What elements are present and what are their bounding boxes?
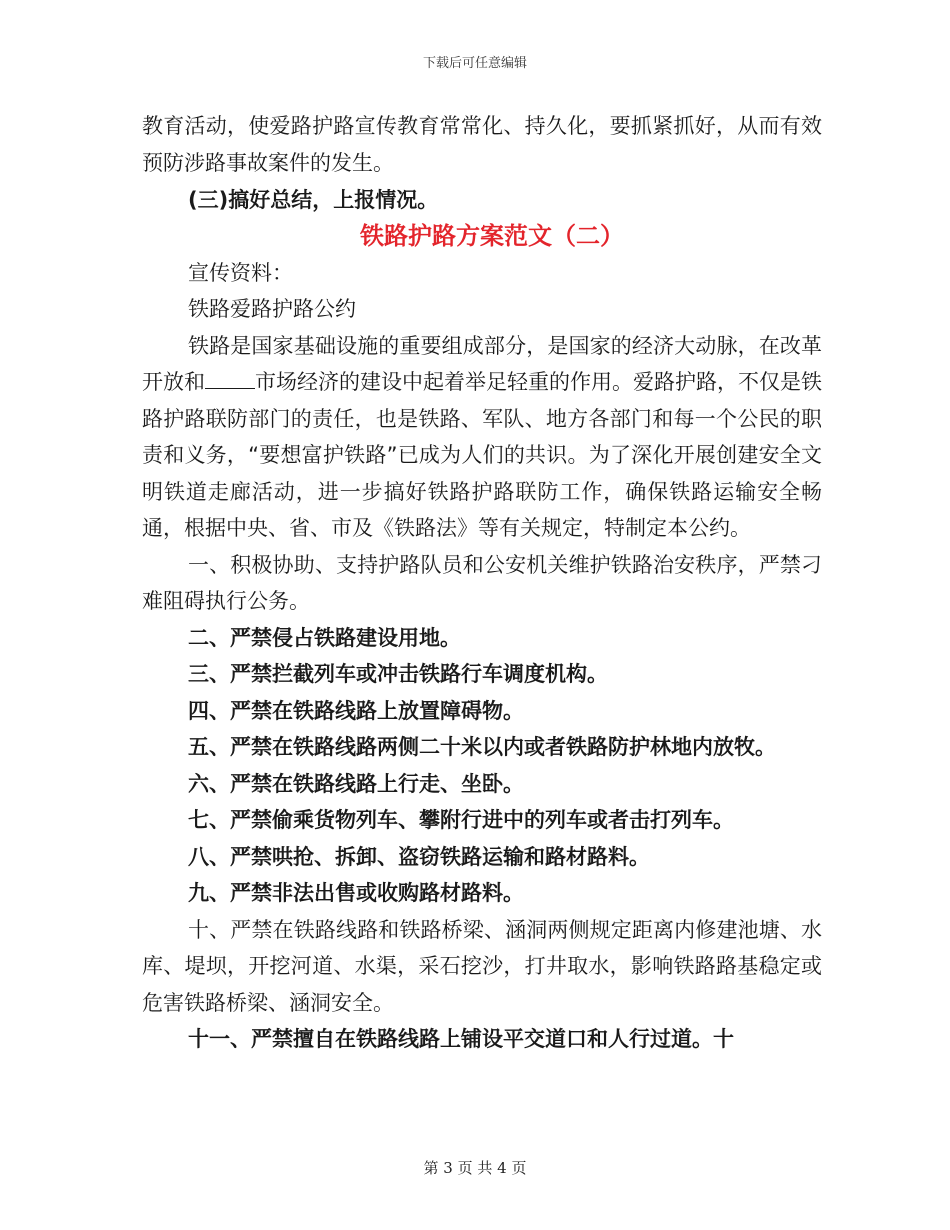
- label-convention-title: 铁路爱路护路公约: [188, 297, 356, 321]
- blank-underline: [205, 368, 255, 389]
- convention-item-2: 二、严禁侵占铁路建设用地。: [188, 625, 461, 650]
- paragraph-preamble: [142, 328, 822, 547]
- preamble-part-a: 铁路是国家基础设施的重要组成部分，是国家的经济大动脉，在改革开放和: [142, 333, 822, 394]
- document-body: [142, 108, 822, 1058]
- convention-item-8: 八、严禁哄抢、拆卸、盗窃铁路运输和路材路料。: [188, 844, 650, 869]
- paragraph-continuation: 教育活动，使爱路护路宣传教育常常化、持久化，要抓紧抓好，从而有效预防涉路事故案件的发生。: [142, 114, 822, 175]
- convention-item-7: 七、严禁偷乘货物列车、攀附行进中的列车或者击打列车。: [188, 808, 734, 832]
- preamble-part-b: 市场经济的建设中起着举足轻重的作用。爱路护路，不仅是铁路护路联防部门的责任，也是铁路、军队、地方各部门和每一个公民的职责和义务，“要想富护铁路”已成为人们的共识。为了深化开展创建安全文明铁道走廊活动，进一步搞好铁路护路联防工作，确保铁路运输安全畅通，根据中央、省、市及《铁路法》等有关规定，特制定本公约。: [142, 370, 822, 540]
- subheading-summary: (三)搞好总结，上报情况。: [188, 187, 439, 212]
- label-publicity-materials: 宣传资料：: [188, 260, 293, 285]
- page-header: 下载后可任意编辑: [422, 56, 527, 71]
- convention-item-3: 三、严禁拦截列车或冲击铁路行车调度机构。: [188, 662, 608, 686]
- convention-item-11: 十一、严禁擅自在铁路线路上铺设平交道口和人行过道。十: [188, 1027, 734, 1051]
- convention-item-1: 一、积极协助、支持护路队员和公安机关维护铁路治安秩序，严禁刁难阻碍执行公务。: [142, 552, 822, 613]
- convention-item-5: 五、严禁在铁路线路两侧二十米以内或者铁路防护林地内放牧。: [188, 735, 776, 759]
- page-footer: 第 3 页 共 4 页: [423, 1159, 527, 1177]
- section-title: 铁路护路方案范文（二）: [360, 222, 624, 250]
- convention-item-4: 四、严禁在铁路线路上放置障碍物。: [188, 698, 524, 723]
- convention-item-9: 九、严禁非法出售或收购路材路料。: [188, 881, 524, 905]
- convention-item-10: 十、严禁在铁路线路和铁路桥梁、涵洞两侧规定距离内修建池塘、水库、堤坝，开挖河道、水渠，采石挖沙，打井取水，影响铁路路基稳定或危害铁路桥梁、涵洞安全。: [142, 917, 822, 1015]
- convention-item-6: 六、严禁在铁路线路上行走、坐卧。: [188, 771, 524, 796]
